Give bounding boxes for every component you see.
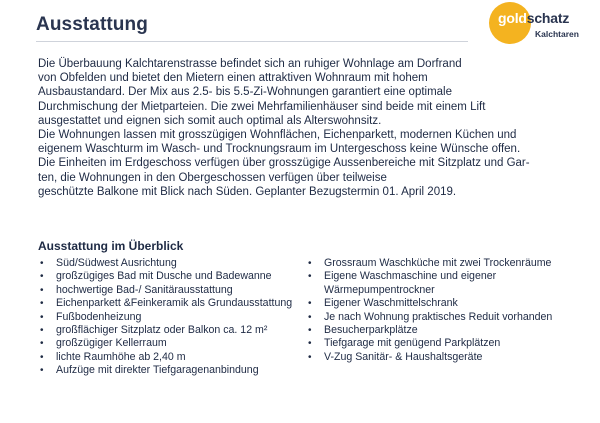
- bullet-icon: •: [40, 338, 44, 350]
- bullet-icon: •: [308, 258, 312, 269]
- list-item: [40, 337, 310, 350]
- logo-word-gold: gold: [498, 10, 527, 26]
- list-item-text: hochwertige Bad-/ Sanitärausstattung: [56, 283, 233, 296]
- bullet-icon: •: [308, 351, 312, 363]
- list-item: [308, 257, 578, 270]
- bullet-icon: •: [40, 298, 44, 310]
- bullet-icon: •: [40, 311, 44, 323]
- intro-line: Die Einheiten im Erdgeschoss verfügen über grosszügige Aussenbereiche mit Sitzplatz und Gar-: [38, 157, 530, 170]
- list-item: [40, 311, 310, 324]
- list-item-text: Eigener Waschmittelschrank: [324, 297, 458, 310]
- logo-word-schatz: schatz: [526, 10, 570, 26]
- list-item: [308, 297, 578, 310]
- intro-line: geschützte Balkone mit Blick nach Süden. Geplanter Bezugstermin 01. April 2019.: [38, 185, 457, 198]
- list-item: [308, 270, 578, 297]
- goldschatz-logo: [489, 2, 597, 44]
- page-title: Ausstattung: [36, 14, 148, 35]
- overview-heading: Ausstattung im Überblick: [38, 239, 184, 253]
- list-item-text: großzügiger Kellerraum: [56, 337, 167, 350]
- feature-list-right: [308, 257, 578, 364]
- list-item: [308, 351, 578, 364]
- intro-line: ausgestattet und eignen sich somit auch optimal als Alterswohnsitz.: [38, 114, 382, 127]
- list-item: [40, 324, 310, 337]
- bullet-icon: •: [308, 271, 312, 283]
- list-item-text: Süd/Südwest Ausrichtung: [56, 257, 177, 269]
- list-item: [40, 257, 310, 270]
- list-item-text: Besucherparkplätze: [324, 324, 418, 337]
- bullet-icon: •: [40, 325, 44, 337]
- feature-list-left: [40, 257, 310, 378]
- list-item-text: lichte Raumhöhe ab 2,40 m: [56, 350, 186, 363]
- list-item-text: Fußbodenheizung: [56, 310, 142, 323]
- list-item: [40, 297, 310, 310]
- intro-line: Die Überbauung Kalchtarenstrasse befindet sich an ruhiger Wohnlage am Dorfrand: [38, 58, 462, 70]
- bullet-icon: •: [40, 271, 44, 283]
- intro-line: von Obfelden und bietet den Mietern einen attraktiven Wohnraum mit hohem: [38, 72, 428, 85]
- list-item-text: Aufzüge mit direkter Tiefgaragenanbindung: [56, 364, 259, 377]
- list-item: [308, 324, 578, 337]
- bullet-icon: •: [308, 298, 312, 310]
- list-item-text: Eigene Waschmaschine und eigener: [324, 270, 497, 283]
- list-item-text: großzügiges Bad mit Dusche und Badewanne: [56, 270, 272, 283]
- list-item: [40, 284, 310, 297]
- intro-line: ten, die Wohnungen in den Obergeschossen verfügen über teilweise: [38, 171, 387, 184]
- logo-subtitle: Kalchtaren: [535, 29, 579, 39]
- intro-paragraph: [38, 57, 578, 199]
- intro-line: Die Wohnungen lassen mit grosszügigen Wohnflächen, Eichenparkett, modernen Küchen und: [38, 129, 517, 142]
- list-item: [40, 351, 310, 364]
- list-item: [308, 337, 578, 350]
- bullet-icon: •: [308, 311, 312, 323]
- bullet-icon: •: [40, 351, 44, 363]
- list-item-text: großflächiger Sitzplatz oder Balkon ca. 12 m²: [56, 324, 268, 337]
- bullet-icon: •: [308, 325, 312, 337]
- bullet-icon: •: [308, 338, 312, 350]
- list-item-text: Je nach Wohnung praktisches Reduit vorhanden: [324, 310, 553, 323]
- list-item-text: V-Zug Sanitär- & Haushaltsgeräte: [324, 350, 483, 363]
- list-item-text-continued: Wärmepumpentrockner: [324, 283, 435, 296]
- intro-line: eigenem Waschturm im Wasch- und Trocknungsraum im Untergeschoss keine Wünsche offen.: [38, 143, 521, 156]
- bullet-icon: •: [40, 365, 44, 377]
- list-item-text: Eichenparkett &Feinkeramik als Grundausstattung: [56, 297, 293, 310]
- intro-line: Durchmischung der Mietparteien. Die zwei Mehrfamilienhäuser sind beide mit einem Lift: [38, 100, 486, 113]
- title-divider: [36, 41, 468, 42]
- bullet-icon: •: [40, 258, 44, 269]
- bullet-icon: •: [40, 284, 44, 296]
- logo-wordmark: [498, 10, 569, 26]
- list-item: [40, 270, 310, 283]
- list-item-text: Grossraum Waschküche mit zwei Trockenräume: [324, 257, 552, 269]
- list-item: [40, 364, 310, 377]
- list-item: [308, 311, 578, 324]
- intro-line: Ausbaustandard. Der Mix aus 2.5- bis 5.5-Zi-Wohnungen garantiert eine optimale: [38, 86, 453, 99]
- list-item-text: Tiefgarage mit genügend Parkplätzen: [324, 337, 501, 350]
